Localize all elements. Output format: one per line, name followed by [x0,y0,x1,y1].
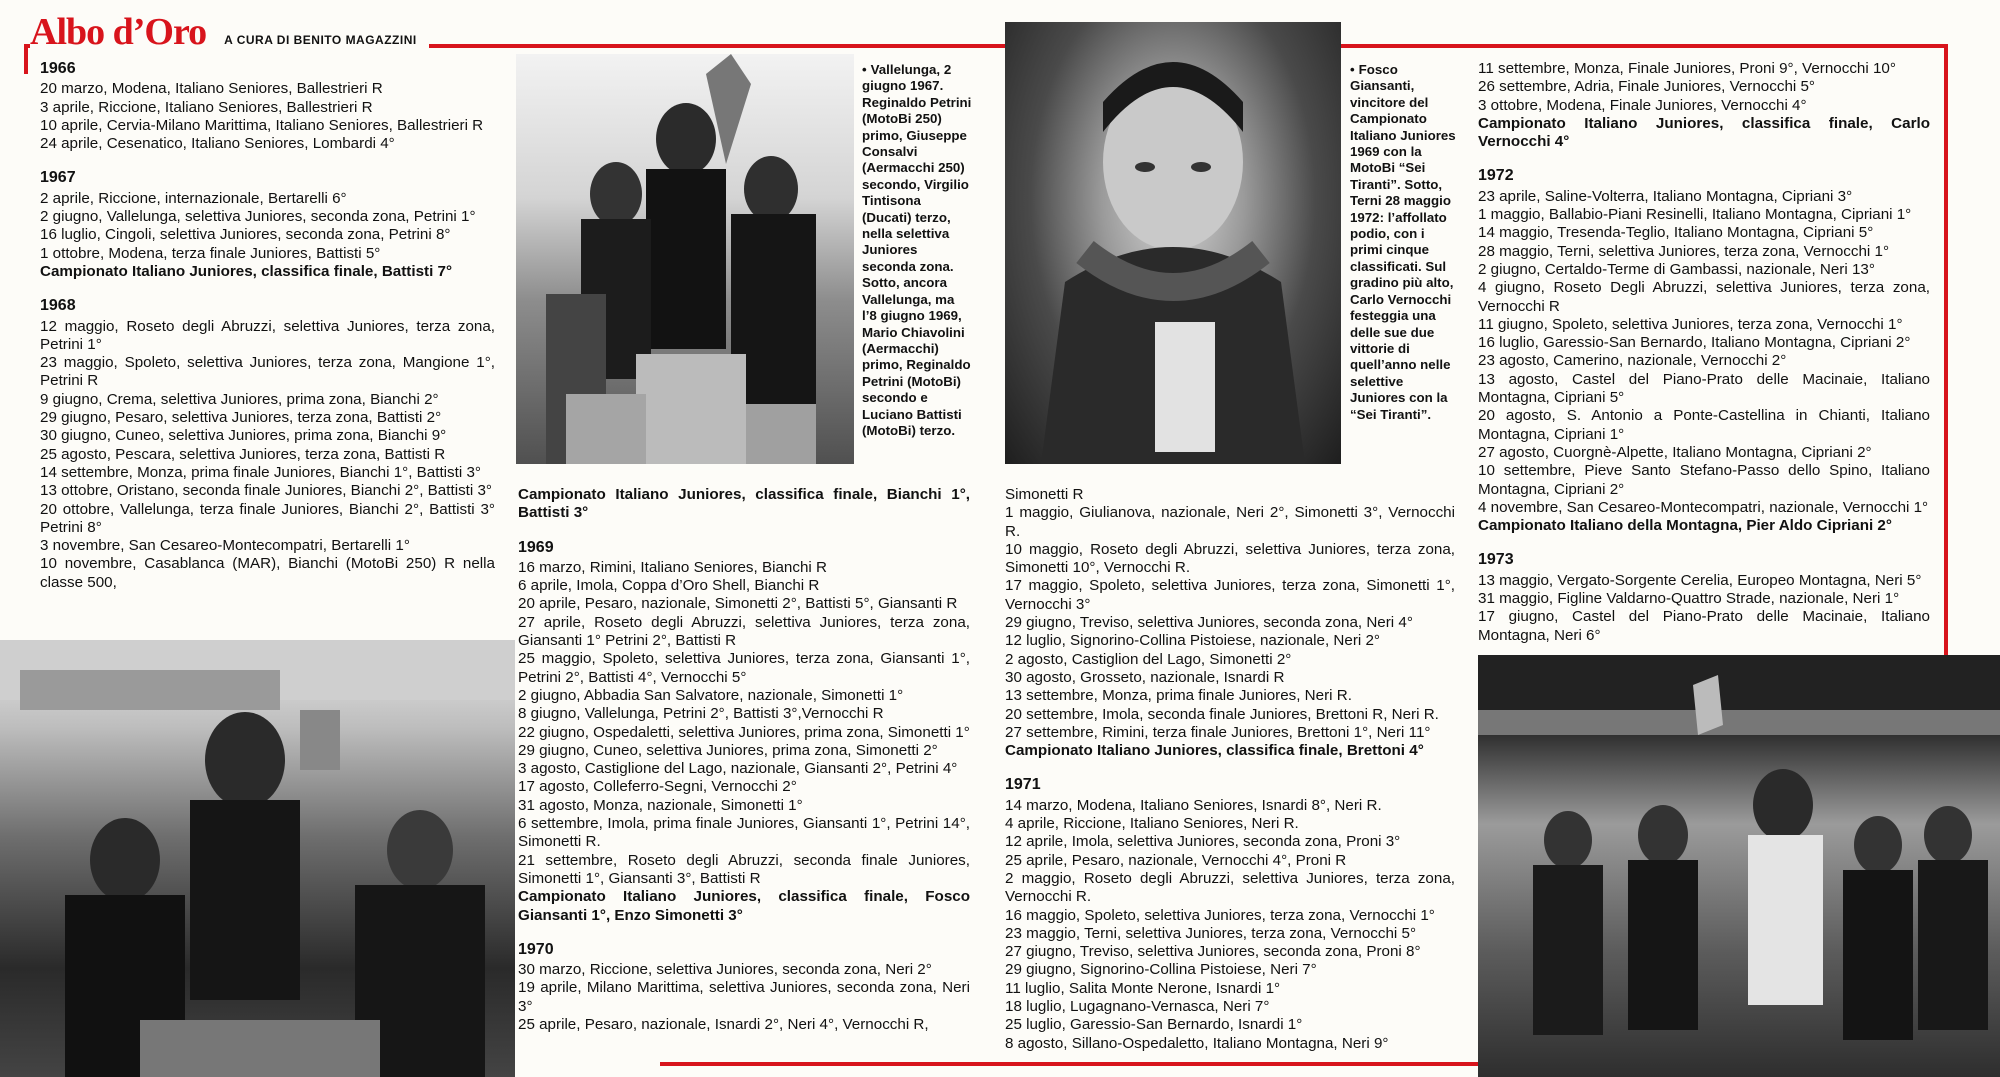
red-frame-left [24,44,28,74]
column-2 [518,486,970,1034]
terni-1972-podium-photo [1478,655,2000,1077]
list-item: 31 agosto, Monza, nazionale, Simonetti 1° [518,796,803,814]
list-item: 17 maggio, Spoleto, selettiva Juniores, terza zona, Simonetti 1°, Vernocchi 3° [1005,577,1455,613]
list-item: 25 aprile, Pesaro, nazionale, Isnardi 2°, Neri 4°, Vernocchi R, [518,1016,929,1034]
list-item: 30 marzo, Riccione, selettiva Juniores, seconda zona, Neri 2° [518,961,932,979]
list-item: 16 marzo, Rimini, Italiano Seniores, Bianchi R [518,558,827,576]
final-standing: Campionato Italiano Juniores, classifica finale, Brettoni 4° [1005,742,1424,760]
bullet-icon: • [1350,62,1355,77]
caption-vallelunga [862,62,972,439]
list-item: 24 aprile, Cesenatico, Italiano Seniores, Lombardi 4° [40,135,395,153]
list-item: 30 agosto, Grosseto, nazionale, Isnardi R [1005,668,1285,686]
list-item: 3 novembre, San Cesareo-Montecompatri, Bertarelli 1° [40,537,410,555]
list-item: 17 giugno, Castel del Piano-Prato delle Macinaie, Italiano Montagna, Neri 6° [1478,608,1930,644]
year-heading: 1972 [1478,167,1514,185]
list-item: 11 giugno, Spoleto, selettiva Juniores, terza zona, Vernocchi 1° [1478,315,1903,333]
list-item: 6 settembre, Imola, prima finale Juniores, Giansanti 1°, Petrini 14°, Simonetti R. [518,815,970,851]
list-item: 13 maggio, Vergato-Sorgente Cerelia, Europeo Montagna, Neri 5° [1478,571,1922,589]
terni-illustration [1478,655,2000,1077]
list-item: 10 settembre, Pieve Santo Stefano-Passo dello Spino, Italiano Montagna, Cipriani 2° [1478,462,1930,498]
list-item: 2 maggio, Roseto degli Abruzzi, selettiva Juniores, terza zona, Vernocchi R. [1005,869,1455,906]
list-item: 25 maggio, Spoleto, selettiva Juniores, terza zona, Giansanti 1°, Petrini 2°, Battisti 4°, Vernocchi 5° [518,650,970,686]
column-1 [40,60,495,592]
column-4 [1478,60,1930,645]
list-item: 16 luglio, Cingoli, selettiva Juniores, seconda zona, Petrini 8° [40,226,451,244]
list-item: 22 giugno, Ospedaletti, selettiva Juniores, prima zona, Simonetti 1° [518,723,970,741]
list-item: 6 aprile, Imola, Coppa d’Oro Shell, Bianchi R [518,577,820,595]
list-item: 12 maggio, Roseto degli Abruzzi, selettiva Juniores, terza zona, Petrini 1° [40,317,495,353]
list-item: 11 luglio, Salita Monte Nerone, Isnardi 1° [1005,979,1281,997]
year-heading: 1970 [518,940,554,958]
list-item: 31 maggio, Figline Valdarno-Quattro Strade, nazionale, Neri 1° [1478,590,1900,608]
list-item: 8 giugno, Vallelunga, Petrini 2°, Battisti 3°,Vernocchi R [518,705,884,723]
list-item: 17 agosto, Colleferro-Segni, Vernocchi 2° [518,778,797,796]
list-item: 13 settembre, Monza, prima finale Juniores, Neri R. [1005,687,1352,705]
list-item: 4 giugno, Roseto Degli Abruzzi, selettiva Juniores, terza zona, Vernocchi R [1478,279,1930,315]
year-heading: 1967 [40,169,76,187]
list-item: 11 settembre, Monza, Finale Juniores, Proni 9°, Vernocchi 10° [1478,60,1896,77]
podium-photo-1969 [0,640,515,1077]
page-title: Albo d’Oro [30,11,207,53]
list-item: Simonetti R [1005,486,1084,503]
list-item: 29 giugno, Pesaro, selettiva Juniores, terza zona, Battisti 2° [40,409,442,427]
list-item: 3 aprile, Riccione, Italiano Seniores, Ballestrieri R [40,98,373,116]
list-item: 21 settembre, Roseto degli Abruzzi, seconda finale Juniores, Simonetti 1°, Giansanti 3°, Battisti R [518,851,970,887]
list-item: 20 agosto, S. Antonio a Ponte-Castellina in Chianti, Italiano Montagna, Cipriani 1° [1478,407,1930,443]
vallelunga-1967-photo [516,54,854,464]
list-item: 14 marzo, Modena, Italiano Seniores, Isnardi 8°, Neri R. [1005,796,1382,814]
list-item: 25 aprile, Pesaro, nazionale, Vernocchi 4°, Proni R [1005,851,1347,869]
list-item: 13 ottobre, Oristano, seconda finale Juniores, Bianchi 2°, Battisti 3° [40,482,492,500]
portrait-illustration [1005,22,1341,464]
list-item: 2 giugno, Vallelunga, selettiva Juniores, seconda zona, Petrini 1° [40,208,476,226]
list-item: 2 aprile, Riccione, internazionale, Bertarelli 6° [40,189,347,207]
final-standing: Campionato Italiano della Montagna, Pier Aldo Cipriani 2° [1478,517,1892,535]
header [30,10,429,54]
year-heading: 1969 [518,538,554,556]
page-credit: A CURA DI BENITO MAGAZZINI [224,33,417,47]
list-item: 10 novembre, Casablanca (MAR), Bianchi (MotoBi 250) R nella classe 500, [40,555,495,591]
list-item: 2 giugno, Abbadia San Salvatore, nazionale, Simonetti 1° [518,686,904,704]
list-item: 16 maggio, Spoleto, selettiva Juniores, terza zona, Vernocchi 1° [1005,906,1435,924]
list-item: 4 novembre, San Cesareo-Montecompatri, nazionale, Vernocchi 1° [1478,498,1929,516]
list-item: 14 settembre, Monza, prima finale Juniores, Bianchi 1°, Battisti 3° [40,463,481,481]
final-standing: Campionato Italiano Juniores, classifica finale, Carlo Vernocchi 4° [1478,114,1930,151]
list-item: 1 maggio, Ballabio-Piani Resinelli, Italiano Montagna, Cipriani 1° [1478,206,1912,224]
list-item: 8 agosto, Sillano-Ospedaletto, Italiano Montagna, Neri 9° [1005,1034,1389,1052]
list-item: 1 ottobre, Modena, terza finale Juniores, Battisti 5° [40,244,381,262]
list-item: 27 aprile, Roseto degli Abruzzi, selettiva Juniores, terza zona, Giansanti 1° Petrini 2°, Battisti R [518,613,970,650]
list-item: 2 agosto, Castiglion del Lago, Simonetti 2° [1005,650,1292,668]
list-item: 23 aprile, Saline-Volterra, Italiano Montagna, Cipriani 3° [1478,187,1853,205]
list-item: 30 giugno, Cuneo, selettiva Juniores, prima zona, Bianchi 9° [40,427,447,445]
column-3 [1005,486,1455,1053]
list-item: 1 maggio, Giulianova, nazionale, Neri 2°, Simonetti 3°, Vernocchi R. [1005,504,1455,540]
podium-illustration [0,640,515,1077]
list-item: 29 giugno, Treviso, selettiva Juniores, seconda zona, Neri 4° [1005,614,1413,632]
list-item: 27 agosto, Cuorgnè-Alpette, Italiano Montagna, Cipriani 2° [1478,443,1872,461]
list-item: 18 luglio, Lugagnano-Vernasca, Neri 7° [1005,998,1270,1016]
list-item: 9 giugno, Crema, selettiva Juniores, prima zona, Bianchi 2° [40,390,439,408]
caption-giansanti [1350,62,1458,423]
year-heading: 1966 [40,60,76,77]
list-item: 26 settembre, Adria, Finale Juniores, Vernocchi 5° [1478,78,1816,96]
list-item: 4 aprile, Riccione, Italiano Seniores, Neri R. [1005,815,1299,833]
list-item: 20 ottobre, Vallelunga, terza finale Juniores, Bianchi 2°, Battisti 3° Petrini 8° [40,500,495,536]
list-item: 23 maggio, Terni, selettiva Juniores, terza zona, Vernocchi 5° [1005,924,1417,942]
list-item: 25 agosto, Pescara, selettiva Juniores, terza zona, Battisti R [40,445,446,463]
list-item: 10 maggio, Roseto degli Abruzzi, selettiva Juniores, terza zona, Simonetti 10°, Vernocchi R. [1005,540,1455,577]
caption-text: Fosco Giansanti, vincitore del Campionato Italiano Juniores 1969 con la MotoBi “Sei Tiranti”. Sotto, Terni 28 maggio 1972: l’affollato podio, con i primi cinque classificati. Sul gradino più alto, Carlo Vernocchi festeggia una delle sue due vittorie di quell’anno nelle selettive Juniores con la “Sei Tiranti”. [1350,62,1456,422]
year-heading: 1968 [40,297,76,315]
list-item: 10 aprile, Cervia-Milano Marittima, Italiano Seniores, Ballestrieri R [40,116,484,134]
list-item: 20 settembre, Imola, seconda finale Juniores, Brettoni R, Neri R. [1005,705,1439,723]
list-item: 27 giugno, Treviso, selettiva Juniores, seconda zona, Proni 8° [1005,943,1421,961]
list-item: 16 luglio, Garessio-San Bernardo, Italiano Montagna, Cipriani 2° [1478,334,1911,352]
list-item: 29 giugno, Cuneo, selettiva Juniores, prima zona, Simonetti 2° [518,741,938,759]
year-heading: 1973 [1478,551,1514,569]
year-heading: 1971 [1005,776,1041,794]
list-item: 23 maggio, Spoleto, selettiva Juniores, terza zona, Mangione 1°, Petrini R [40,354,495,390]
list-item: 23 agosto, Camerino, nazionale, Vernocchi 2° [1478,352,1787,370]
bullet-icon: • [862,62,867,77]
list-item: 14 maggio, Tresenda-Teglio, Italiano Montagna, Cipriani 5° [1478,224,1874,242]
list-item: 13 agosto, Castel del Piano-Prato delle Macinaie, Italiano Montagna, Cipriani 5° [1478,370,1930,407]
list-item: 12 luglio, Signorino-Collina Pistoiese, nazionale, Neri 2° [1005,632,1381,650]
final-standing: Campionato Italiano Juniores, classifica finale, Battisti 7° [40,262,453,280]
list-item: 19 aprile, Milano Marittima, selettiva Juniores, seconda zona, Neri 3° [518,979,970,1015]
list-item: 27 settembre, Rimini, terza finale Juniores, Brettoni 1°, Neri 11° [1005,723,1431,741]
list-item: 3 agosto, Castiglione del Lago, nazionale, Giansanti 2°, Petrini 4° [518,760,958,778]
list-item: 20 aprile, Pesaro, nazionale, Simonetti 2°, Battisti 5°, Giansanti R [518,595,958,613]
giansanti-portrait-photo [1005,22,1341,464]
list-item: 12 aprile, Imola, selettiva Juniores, seconda zona, Proni 3° [1005,833,1401,851]
list-item: 28 maggio, Terni, selettiva Juniores, terza zona, Vernocchi 1° [1478,242,1890,260]
list-item: 25 luglio, Garessio-San Bernardo, Isnardi 1° [1005,1016,1303,1034]
list-item: 20 marzo, Modena, Italiano Seniores, Ballestrieri R [40,80,383,98]
caption-text: Vallelunga, 2 giugno 1967. Reginaldo Petrini (MotoBi 250) primo, Giuseppe Consalvi (Aermacchi 250) secondo, Virgilio Tintisona (Ducati) terzo, nella selettiva Juniores seconda zona. Sotto, ancora Vallelunga, ma l’8 giugno 1969, Mario Chiavolini (Aermacchi) primo, Reginaldo Petrini (MotoBi) secondo e Luciano Battisti (MotoBi) terzo. [862,62,972,438]
final-standing: Campionato Italiano Juniores, classifica finale, Fosco Giansanti 1°, Enzo Simonetti 3° [518,888,970,924]
final-standing: Campionato Italiano Juniores, classifica finale, Bianchi 1°, Battisti 3° [518,486,970,522]
vallelunga-illustration [516,54,854,464]
list-item: 29 giugno, Signorino-Collina Pistoiese, Neri 7° [1005,961,1317,979]
list-item: 3 ottobre, Modena, Finale Juniores, Vernocchi 4° [1478,96,1807,114]
list-item: 2 giugno, Certaldo-Terme di Gambassi, nazionale, Neri 13° [1478,260,1875,278]
